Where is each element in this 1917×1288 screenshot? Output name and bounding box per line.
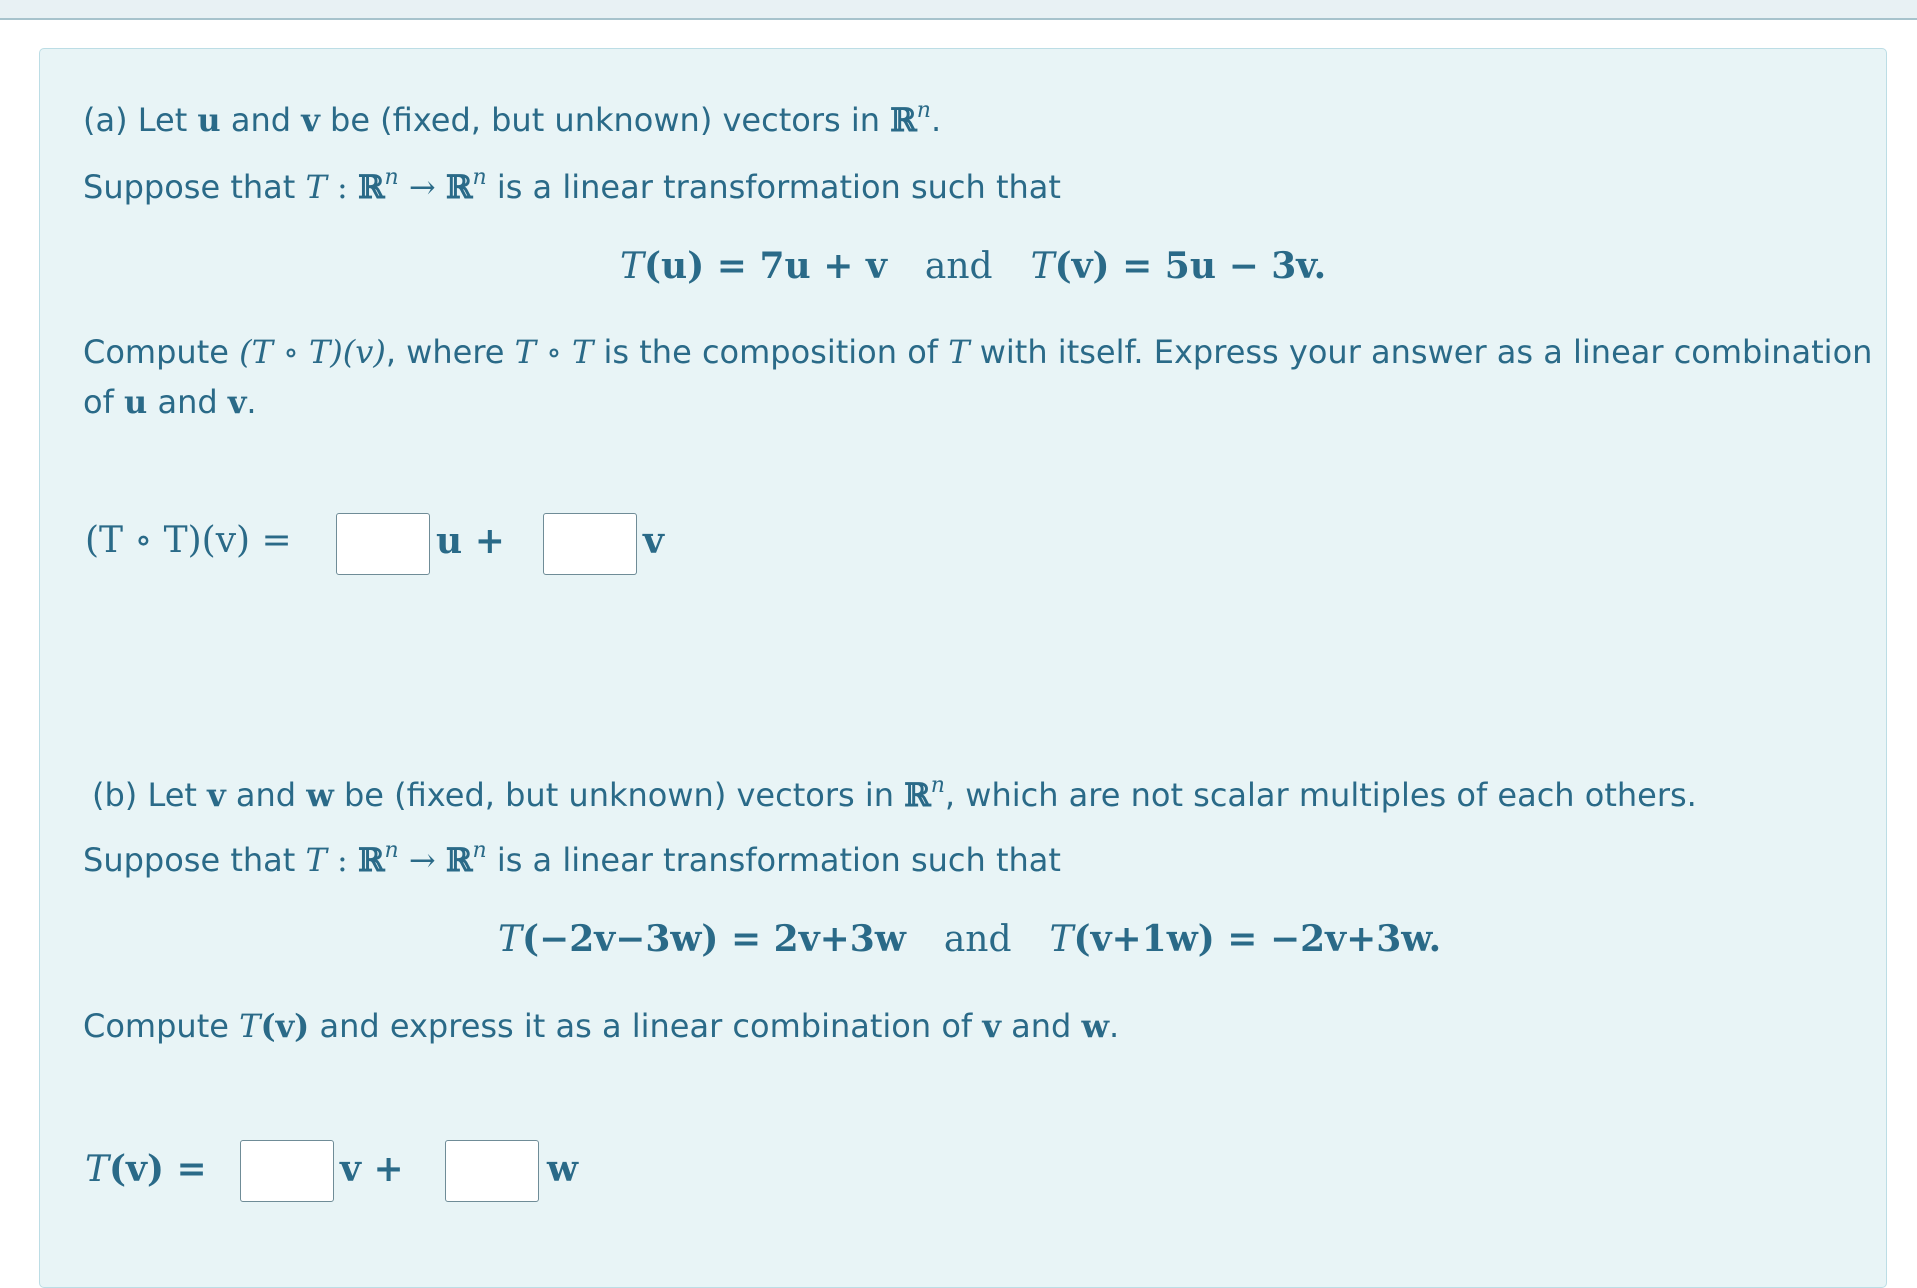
question-arg-b: (v) — [260, 1007, 310, 1045]
question-card — [39, 48, 1887, 1288]
part-b-intro-end: , which are not scalar multiples of each others. — [944, 776, 1697, 814]
part-b-intro-mid: be (fixed, but unknown) vectors in — [333, 776, 905, 814]
period-question-b: . — [1109, 1007, 1120, 1045]
eq-lhs2-arg: (v) — [1054, 245, 1110, 287]
part-a-u-coefficient-input[interactable] — [336, 513, 430, 575]
and-text-question-b: and — [1000, 1007, 1082, 1045]
part-a-intro-mid: be (fixed, but unknown) vectors in — [319, 101, 891, 139]
vector-v: v — [301, 101, 320, 139]
period-inline: . — [246, 383, 257, 421]
eq-b-rhs1: = 2v+3w — [718, 918, 906, 960]
eq-rhs1: = 7u + v — [704, 245, 887, 287]
part-a-suppose — [83, 165, 1061, 206]
eq-T2: T — [1030, 246, 1055, 287]
top-toolbar-strip — [0, 0, 1917, 20]
and-text-inline: and — [147, 383, 228, 421]
is-the-text: is the composition of — [593, 333, 949, 371]
and-text-b: and — [225, 776, 307, 814]
transform-T-inline: T — [948, 333, 970, 371]
eq-b-lhs1-arg: (−2v−3w) — [522, 918, 719, 960]
part-b-equation — [498, 918, 1441, 960]
part-a-answer-lhs: (T ∘ T)(v) = — [85, 520, 292, 561]
part-b-answer-lhs — [85, 1148, 207, 1190]
domain-reals: ℝ — [357, 168, 385, 206]
codomain-reals: ℝ — [445, 168, 473, 206]
suppose-prefix: Suppose that — [83, 168, 306, 206]
transform-T: T — [305, 168, 327, 206]
suppose-suffix: is a linear transformation such that — [486, 168, 1061, 206]
eq-b-and: and — [943, 919, 1012, 960]
question-mid-b: and express it as a linear combination of — [309, 1007, 983, 1045]
vector-u-inline: u — [124, 383, 148, 421]
and-text: and — [220, 101, 302, 139]
part-b-v-coefficient-input[interactable] — [240, 1140, 334, 1202]
transform-T-question-b: T — [239, 1007, 261, 1045]
answer-b-T: T — [85, 1149, 110, 1190]
arrow-b: → — [398, 841, 446, 879]
part-b-w-coefficient-input[interactable] — [445, 1140, 539, 1202]
exponent-n-b: n — [930, 773, 945, 798]
vector-u: u — [197, 101, 221, 139]
arrow: → — [398, 168, 446, 206]
codomain-exponent: n — [472, 165, 487, 190]
eq-T: T — [620, 246, 645, 287]
part-a-equation — [620, 245, 1326, 287]
suppose-prefix-b: Suppose that — [83, 841, 306, 879]
compute-prefix-b: Compute — [83, 1007, 240, 1045]
exponent-n: n — [916, 98, 931, 123]
part-b-intro — [92, 773, 1697, 814]
question-tail: with itself. Express your answer as a linear combination — [969, 333, 1873, 371]
part-b-w-label: w — [547, 1148, 578, 1190]
part-b-question — [83, 1007, 1119, 1045]
vector-v-inline: v — [227, 383, 247, 421]
answer-b-lhs-rest: (v) = — [109, 1148, 207, 1190]
part-a-question-line1 — [83, 333, 1872, 371]
part-a-intro-prefix: (a) Let — [83, 101, 198, 139]
colon: : — [326, 168, 358, 206]
vector-w-b: w — [306, 776, 334, 814]
composition-symbol: T ∘ T — [514, 333, 594, 371]
colon-b: : — [326, 841, 358, 879]
part-a-u-label: u + — [436, 520, 505, 562]
eq-lhs1-arg: (u) — [644, 245, 705, 287]
part-b-intro-prefix: (b) Let — [92, 776, 208, 814]
codomain-exponent-b: n — [472, 838, 487, 863]
compute-prefix: Compute — [83, 333, 240, 371]
reals-symbol: ℝ — [890, 101, 917, 139]
eq-b-lhs2-arg: (v+1w) — [1073, 918, 1215, 960]
codomain-reals-b: ℝ — [445, 841, 473, 879]
part-b-v-label: v + — [340, 1148, 404, 1190]
vector-v-question-b: v — [982, 1007, 1001, 1045]
eq-and: and — [924, 246, 993, 287]
eq-rhs2: = 5u − 3v. — [1109, 245, 1327, 287]
vector-v-b: v — [207, 776, 226, 814]
domain-exponent-b: n — [384, 838, 399, 863]
period: . — [930, 101, 942, 139]
part-a-v-label: v — [643, 520, 664, 562]
part-a-v-coefficient-input[interactable] — [543, 513, 637, 575]
vector-w-question-b: w — [1081, 1007, 1110, 1045]
suppose-suffix-b: is a linear transformation such that — [486, 841, 1061, 879]
of-text: of — [83, 383, 125, 421]
eq-b-T2: T — [1049, 919, 1074, 960]
eq-b-T: T — [498, 919, 523, 960]
composition-expression: (T ∘ T)(v) — [239, 333, 386, 371]
transform-T-b: T — [305, 841, 327, 879]
part-a-question-line2 — [83, 383, 257, 421]
domain-reals-b: ℝ — [357, 841, 385, 879]
where-text: , where — [385, 333, 515, 371]
eq-b-rhs2: = −2v+3w. — [1214, 918, 1442, 960]
reals-symbol-b: ℝ — [904, 776, 931, 814]
part-b-suppose — [83, 838, 1061, 879]
domain-exponent: n — [384, 165, 399, 190]
part-a-intro — [83, 98, 941, 139]
